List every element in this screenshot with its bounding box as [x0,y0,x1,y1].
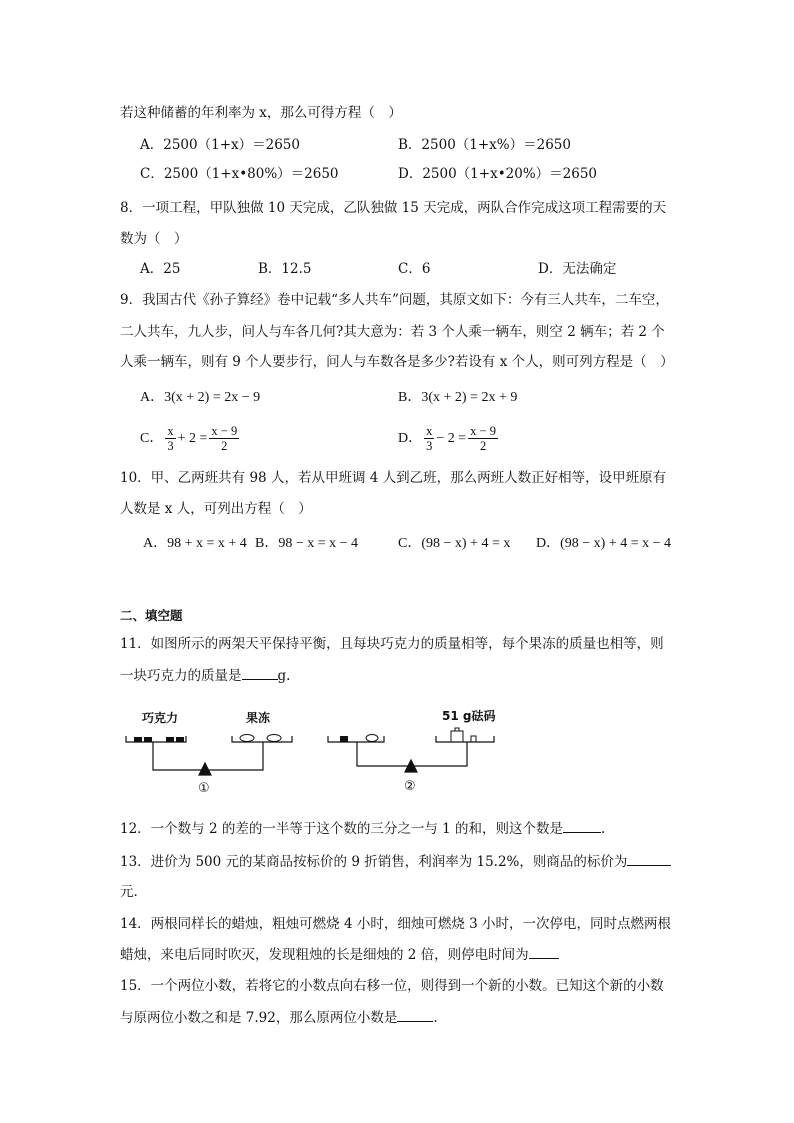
q8-option-c[interactable]: C．6 [398,261,431,277]
q9-option-d[interactable] [398,423,500,455]
weight-small [471,736,476,742]
q11-stem-text: 一块巧克力的质量是 [120,668,242,684]
q15-stem-line1: 15．一个两位小数，若将它的小数点向右移一位，则得到一个新的小数。已知这个新的小数 [120,978,664,994]
q7-option-d[interactable]: D．2500（1+x•20%）＝2650 [398,166,598,182]
fraction-denominator: 3 [426,439,433,454]
q9-stem-line3: 人乘一辆车，则有 9 个人要步行，问人与车数各是多少?若设有 x 个人，则可列方程是（ ） [120,354,674,370]
q9-option-a[interactable]: A．3(x + 2) = 2x − 9 [140,390,261,405]
q15-stem-text: 与原两位小数之和是 7.92，那么原两位小数是 [120,1010,398,1026]
answer-blank[interactable] [627,851,671,866]
label-balance-2: ② [404,779,416,794]
q9-option-d-fraction [424,424,434,453]
fraction-denominator: 2 [221,439,228,454]
q11-stem-line1: 11．如图所示的两架天平保持平衡，且每块巧克力的质量相等，每个果冻的质量也相等，则 [120,636,664,652]
fraction-denominator: 3 [167,439,174,454]
q11-unit: g. [277,668,291,684]
q12-stem-text: 12．一个数与 2 的差的一半等于这个数的三分之一与 1 的和，则这个数是 [120,821,564,837]
balance-2 [328,736,494,772]
jelly [366,735,378,742]
weight-51g-knob [455,728,459,731]
balance-2-right-pan [436,736,494,742]
q8-option-b[interactable]: B．12.5 [258,261,312,277]
chocolate-block [176,737,184,742]
label-jelly: 果冻 [246,711,271,725]
balance-1-right-pan [232,736,292,742]
q10-option-a[interactable]: A．98 + x = x + 4 [143,536,247,551]
q14-stem-line2 [120,944,559,965]
q14-stem-line1: 14．两根同样长的蜡烛，粗烛可燃烧 4 小时，细烛可燃烧 3 小时，一次停电，同时点燃两根 [120,916,672,932]
answer-blank[interactable] [563,818,601,833]
q9-option-c-mid: + 2 = [177,431,208,446]
q10-stem-line1: 10．甲、乙两班共有 98 人，若从甲班调 4 人到乙班，那么两班人数正好相等，设甲班原有 [120,470,667,486]
q9-stem-line2: 二人共车，九人步，问人与车各几何?其大意为：若 3 个人乘一辆车，则空 2 辆车；若 2 个 [120,324,665,340]
answer-blank[interactable] [529,944,559,959]
q15-stem-line2 [120,1007,438,1028]
q13-stem-line2: 元. [120,884,138,900]
q11-stem-line2 [120,665,290,686]
jelly [240,735,254,742]
chocolate-block [340,736,348,742]
q8-option-a[interactable]: A．25 [140,261,181,277]
q9-option-c-fraction [165,424,175,453]
q14-stem-text: 蜡烛，来电后同时吹灭，发现粗烛的长是细烛的 2 倍，则停电时间为 [120,947,529,963]
label-chocolate: 巧克力 [142,711,179,725]
q13-stem-line1 [120,851,671,872]
chocolate-block [144,737,152,742]
answer-blank[interactable] [242,665,278,680]
chocolate-block [166,737,174,742]
q10-option-d[interactable]: D．(98 − x) + 4 = x − 4 [536,536,672,551]
q9-option-d-label: D． [398,431,423,446]
q13-stem-text: 13．进价为 500 元的某商品按标价的 9 折销售，利润率为 15.2%，则商品的标价为 [120,854,628,870]
weight-51g [451,731,463,742]
q7-stem: 若这种储蓄的年利率为 x，那么可得方程（ ） [120,105,402,121]
chocolate-block [134,737,142,742]
q9-option-d-mid: − 2 = [436,431,467,446]
q12-end: . [601,821,606,837]
q10-option-c[interactable]: C．(98 − x) + 4 = x [398,536,511,551]
q10-option-b[interactable]: B．98 − x = x − 4 [255,536,359,551]
q9-option-c-label: C． [140,431,164,446]
q8-option-d[interactable]: D．无法确定 [538,261,617,277]
fraction-numerator: x − 9 [211,424,238,439]
q7-option-c[interactable]: C．2500（1+x•80%）＝2650 [140,166,339,182]
q9-stem-line1: 9．我国古代《孙子算经》卷中记载“多人共车”问题，其原文如下：今有三人共车，二车空， [120,292,669,308]
q10-stem-line2: 人数是 x 人，可列出方程（ ） [120,501,312,517]
balance-figure [0,700,794,810]
q8-stem-line1: 8．一项工程，甲队独做 10 天完成，乙队独做 15 天完成，两队合作完成这项工程需要的天 [120,200,667,216]
q9-option-d-fraction2 [468,424,498,453]
label-balance-1: ① [198,781,210,796]
fraction-numerator: x [426,424,433,439]
fraction-denominator: 2 [479,439,487,454]
q9-option-c[interactable] [140,423,241,455]
label-weight: 51 g砝码 [442,709,496,723]
q12-stem [120,818,605,839]
q15-end: . [433,1010,438,1026]
jelly [267,735,281,742]
q9-option-b[interactable]: B．3(x + 2) = 2x + 9 [398,390,518,405]
fraction-numerator: x − 9 [470,424,496,439]
answer-blank[interactable] [397,1007,433,1022]
balance-1-fulcrum [199,763,211,775]
fraction-numerator: x [167,424,174,439]
q7-option-b[interactable]: B．2500（1+x%）＝2650 [398,137,571,153]
q8-stem-line2: 数为（ ） [120,231,188,247]
q9-option-c-fraction2 [209,424,239,453]
section-heading-fill-in: 二、填空题 [120,608,183,623]
balance-1-frame [153,742,263,770]
q7-option-a[interactable]: A．2500（1+x）＝2650 [140,137,300,153]
